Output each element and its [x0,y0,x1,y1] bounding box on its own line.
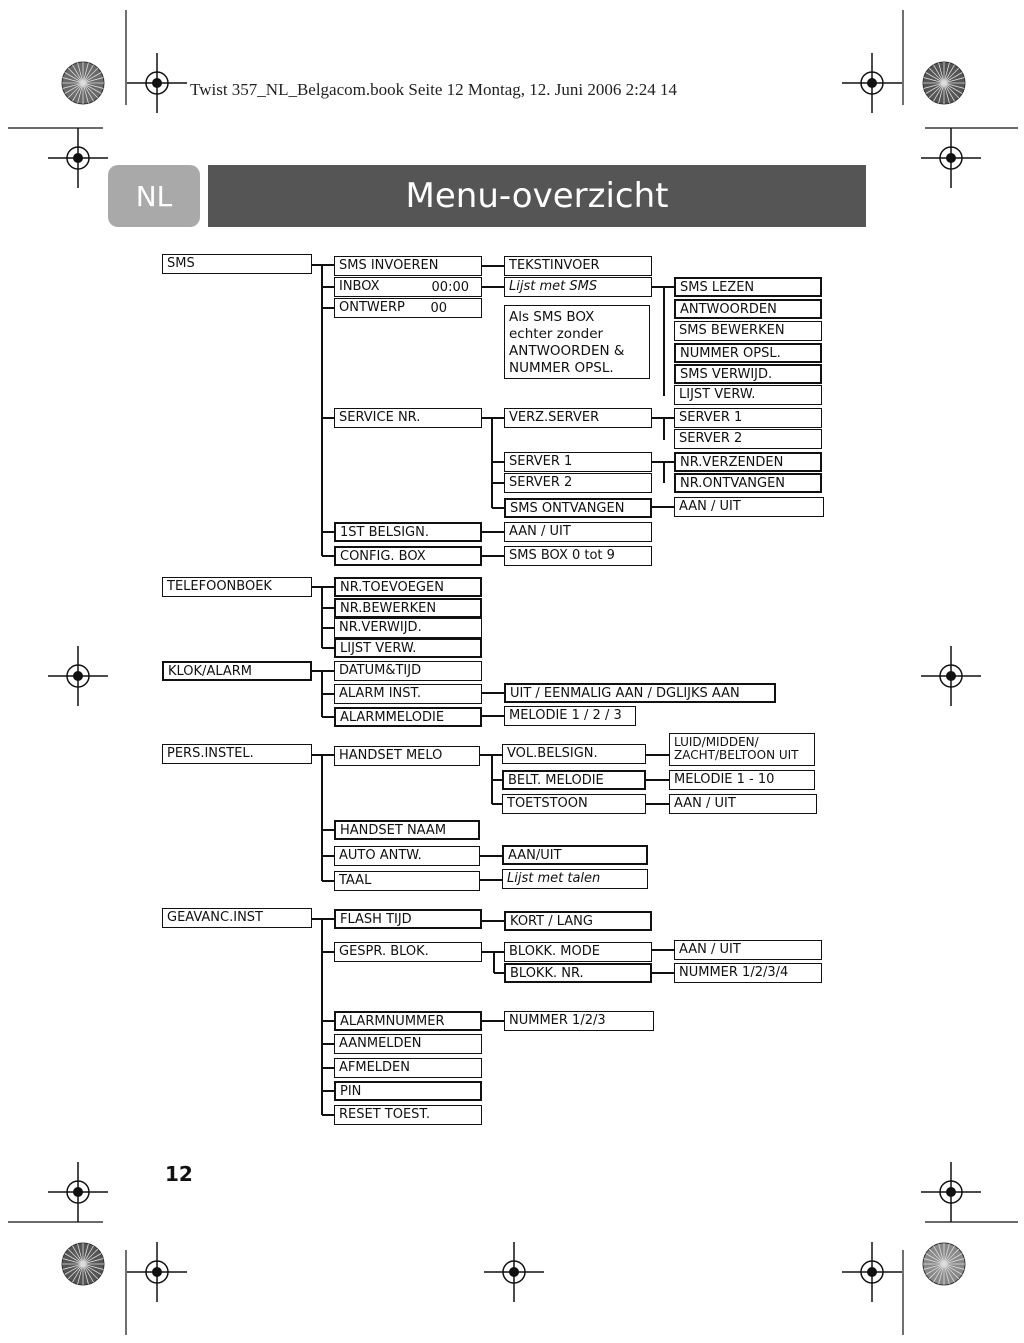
menu-blokk-mode: BLOKK. MODE [504,942,652,962]
menu-auto-antw: AUTO ANTW. [334,846,480,866]
menu-sms-invoeren: SMS INVOEREN [334,256,482,276]
menu-verz-server: VERZ.SERVER [504,408,652,428]
menu-telefoonboek: TELEFOONBOEK [162,577,312,597]
menu-server-1-b: SERVER 1 [504,452,652,472]
registration-dot [152,78,162,88]
menu-geavanc-inst: GEAVANC.INST [162,908,312,928]
menu-nr-toevoegen: NR.TOEVOEGEN [334,577,482,597]
menu-aan-uit-auto: AAN/UIT [502,845,648,865]
menu-gespr-blok: GESPR. BLOK. [334,942,482,962]
menu-vol-belsign: VOL.BELSIGN. [502,744,646,764]
menu-reset-toest: RESET TOEST. [334,1105,482,1125]
registration-dot [946,153,956,163]
menu-tekstinvoer: TEKSTINVOER [504,256,652,276]
menu-klok-alarm: KLOK/ALARM [162,661,312,681]
print-header: Twist 357_NL_Belgacom.book Seite 12 Montag, 12. Juni 2006 2:24 14 [190,80,678,99]
page-number: 12 [165,1162,193,1186]
menu-nummer-opsl: NUMMER OPSL. [674,343,822,363]
menu-server-2-a: SERVER 2 [674,429,822,449]
menu-inbox-label: INBOX [339,279,380,294]
registration-dot [73,671,83,681]
menu-alarmnummer: ALARMNUMMER [334,1011,482,1031]
menu-sms-verwijd: SMS VERWIJD. [674,364,822,384]
menu-melodie-1-10: MELODIE 1 - 10 [669,770,815,790]
menu-afmelden: AFMELDEN [334,1058,482,1078]
registration-dot [509,1267,519,1277]
page-title: Menu-overzicht [208,165,866,227]
registration-dot [73,153,83,163]
menu-luid-midden: LUID/MIDDEN/ ZACHT/BELTOON UIT [669,733,815,766]
menu-lijst-verw-tb: LIJST VERW. [334,638,482,658]
menu-alarm-inst: ALARM INST. [334,684,482,704]
menu-pin: PIN [334,1081,482,1101]
menu-aan-uit-blokk: AAN / UIT [674,940,822,960]
menu-nummer-123: NUMMER 1/2/3 [504,1011,654,1031]
menu-nr-bewerken: NR.BEWERKEN [334,598,482,618]
menu-lijst-met-talen: Lijst met talen [502,869,648,889]
menu-lijst-verw-sms: LIJST VERW. [674,385,822,405]
menu-ontwerp-label: ONTWERP [339,300,405,315]
menu-flash-tijd: FLASH TIJD [334,909,482,929]
menu-alarmmelodie: ALARMMELODIE [334,707,482,727]
registration-dot [867,1267,877,1277]
menu-datum-tijd: DATUM&TIJD [334,661,482,681]
menu-server-1-a: SERVER 1 [674,408,822,428]
menu-toetstoon: TOETSTOON [502,794,646,814]
menu-ontwerp-note: Als SMS BOX echter zonder ANTWOORDEN & NUMMER OPSL. [504,305,650,379]
menu-belt-melodie: BELT. MELODIE [502,770,646,790]
registration-dot [946,1187,956,1197]
menu-handset-melo: HANDSET MELO [334,746,480,766]
menu-1st-belsign: 1ST BELSIGN. [334,522,482,542]
menu-ontwerp-value: 00 [430,301,447,316]
menu-nummer-1234: NUMMER 1/2/3/4 [674,963,822,983]
menu-pers-instel: PERS.INSTEL. [162,744,312,764]
menu-aan-uit-ontvangen: AAN / UIT [674,497,824,517]
menu-taal: TAAL [334,871,480,891]
menu-handset-naam: HANDSET NAAM [334,820,480,840]
menu-inbox-value: 00:00 [431,280,469,295]
menu-aanmelden: AANMELDEN [334,1034,482,1054]
menu-config-box: CONFIG. BOX [334,546,482,566]
menu-aan-uit-belsign: AAN / UIT [504,522,652,542]
registration-dot [152,1267,162,1277]
menu-sms-lezen: SMS LEZEN [674,277,822,297]
menu-sms-box-0-9: SMS BOX 0 tot 9 [504,546,652,566]
menu-kort-lang: KORT / LANG [504,911,652,931]
menu-lijst-met-sms: Lijst met SMS [504,277,652,297]
menu-service-nr: SERVICE NR. [334,408,482,428]
menu-nr-ontvangen: NR.ONTVANGEN [674,473,822,493]
menu-aan-uit-toets: AAN / UIT [669,794,817,814]
menu-melodie-123: MELODIE 1 / 2 / 3 [504,706,636,726]
menu-server-2-b: SERVER 2 [504,473,652,493]
registration-dot [73,1187,83,1197]
menu-nr-verwijd: NR.VERWIJD. [334,618,482,638]
menu-antwoorden: ANTWOORDEN [674,299,822,319]
menu-sms: SMS [162,254,312,274]
language-tab: NL [108,165,200,227]
menu-sms-ontvangen: SMS ONTVANGEN [504,498,652,518]
menu-uit-eenmalig: UIT / EENMALIG AAN / DGLIJKS AAN [504,683,776,703]
menu-blokk-nr: BLOKK. NR. [504,963,652,983]
registration-dot [946,671,956,681]
menu-nr-verzenden: NR.VERZENDEN [674,452,822,472]
registration-dot [867,78,877,88]
menu-sms-bewerken: SMS BEWERKEN [674,321,822,341]
